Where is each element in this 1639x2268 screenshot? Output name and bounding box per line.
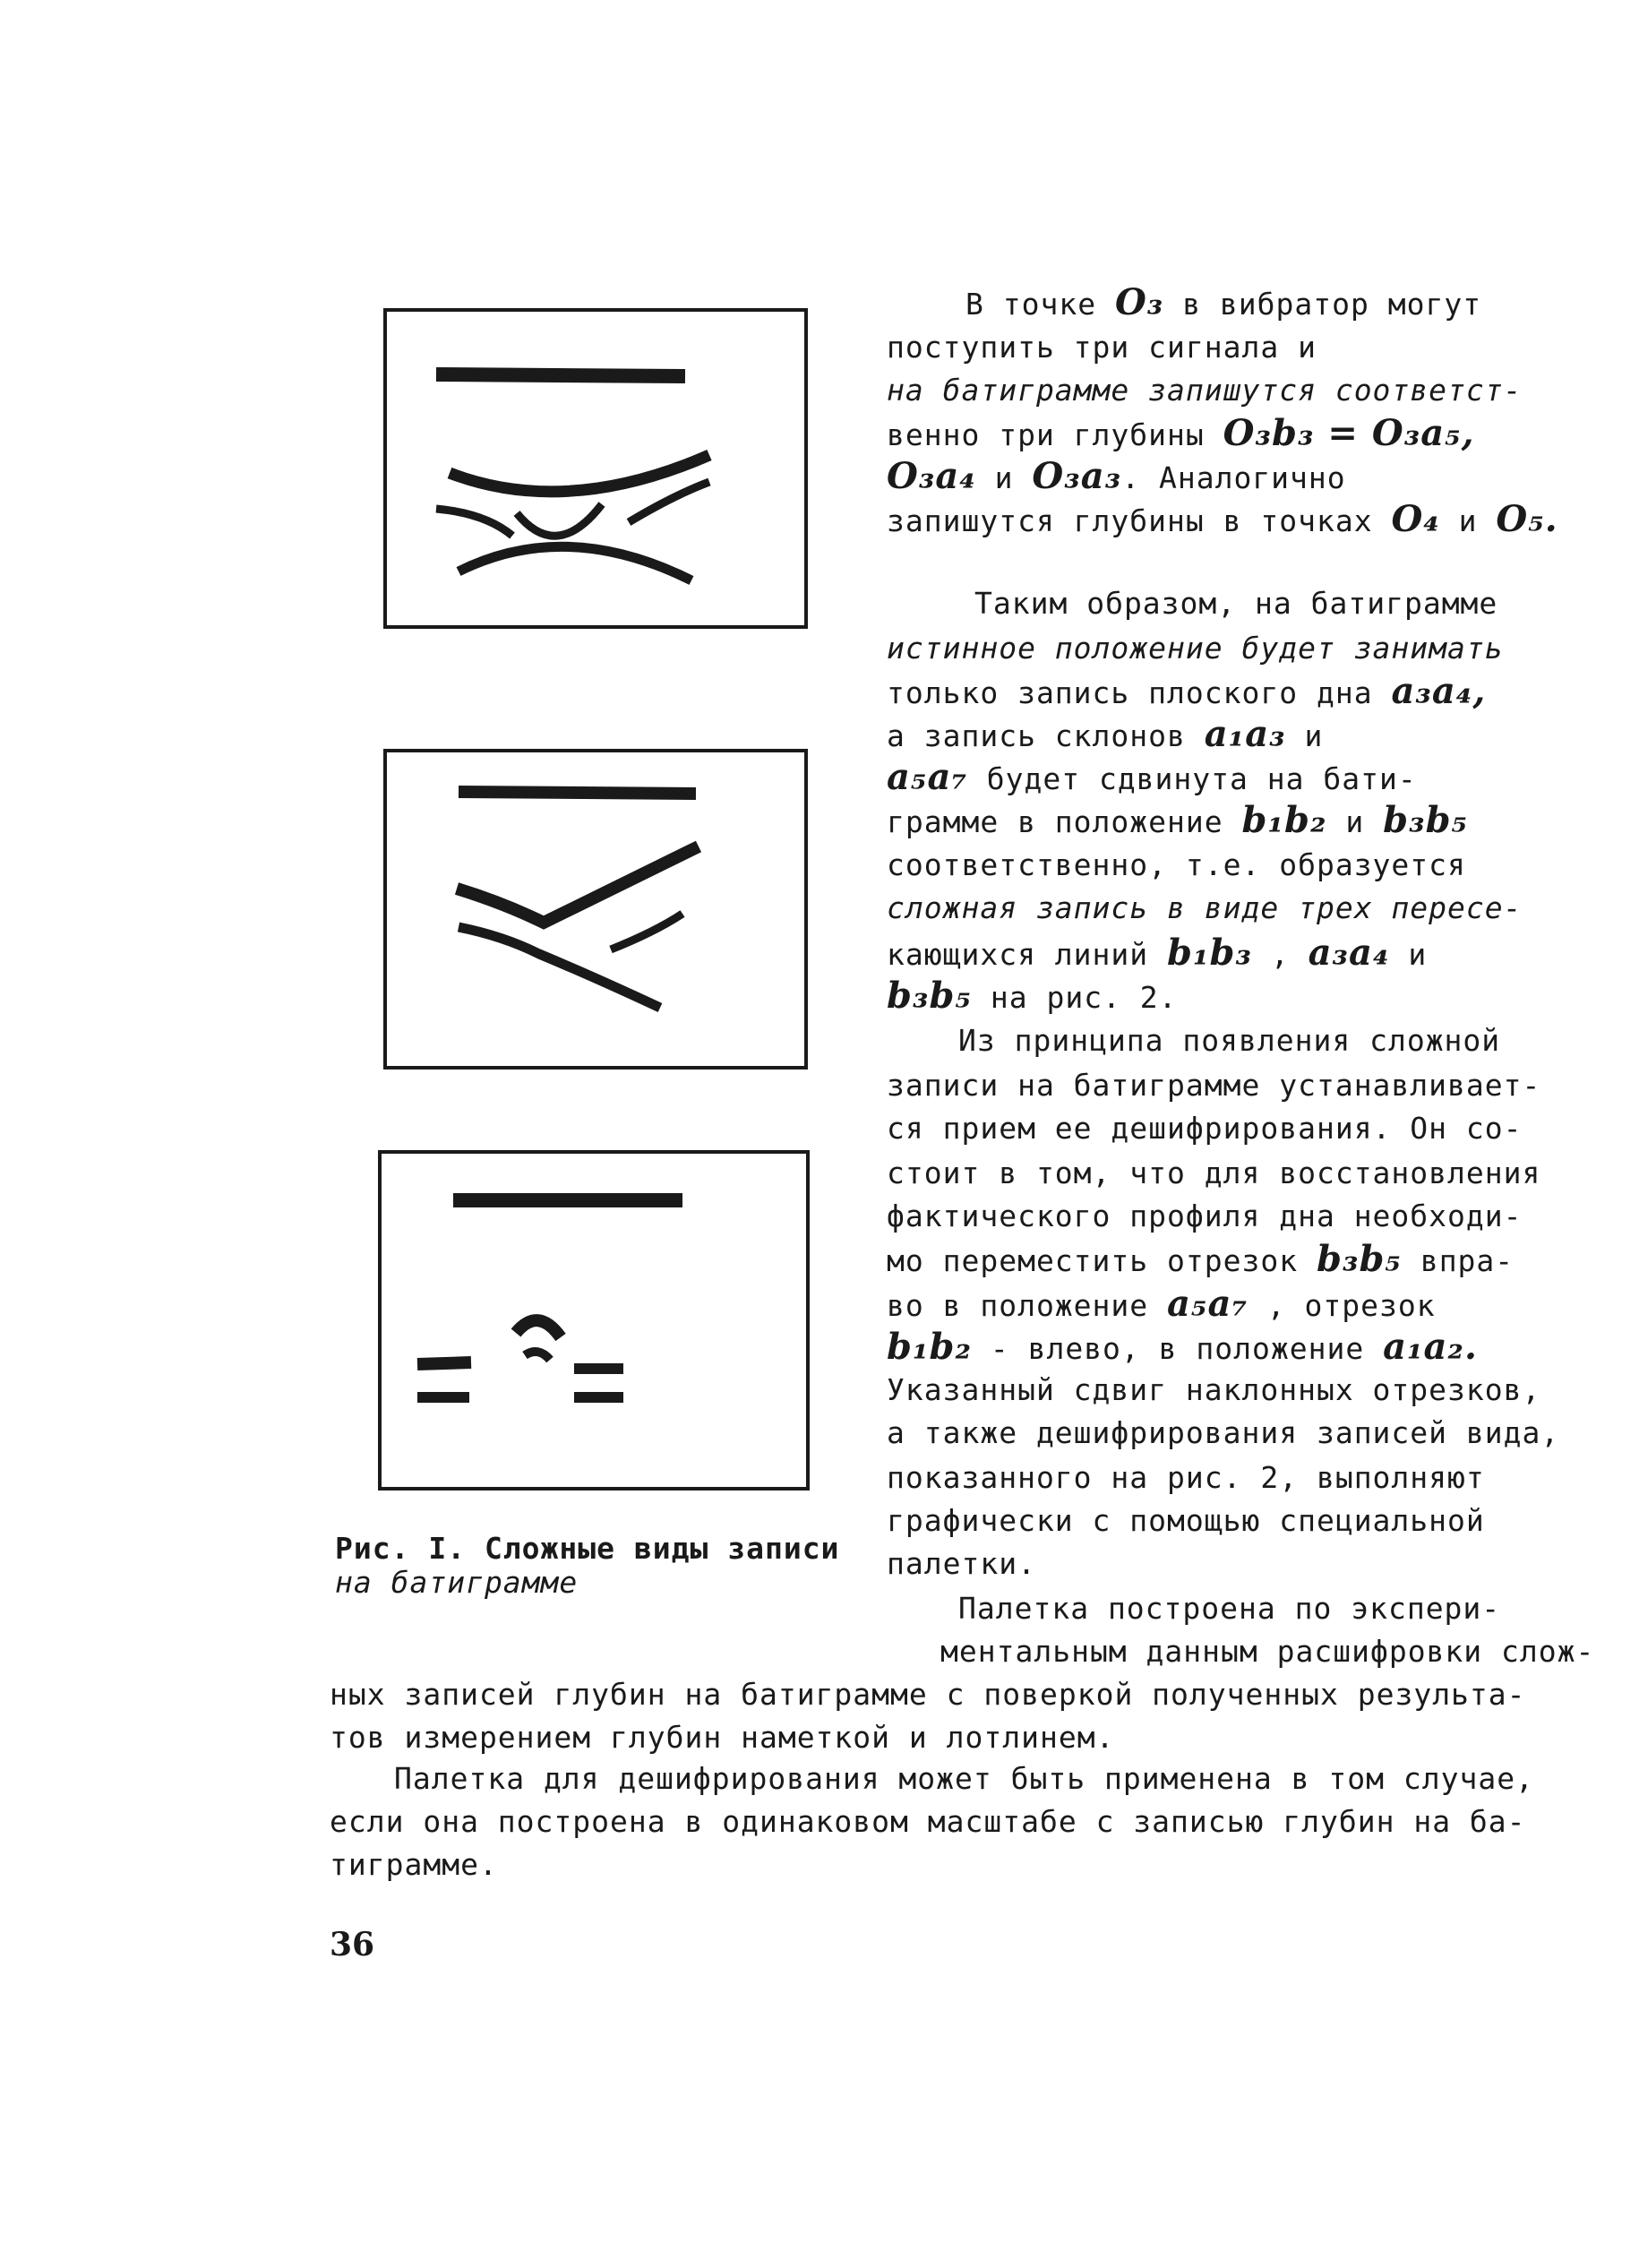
math-symbol: O₃a₃ <box>1032 455 1122 497</box>
figure-caption <box>335 1532 839 1600</box>
text-span: и <box>1326 804 1384 839</box>
text-span: на рис. 2. <box>971 980 1178 1015</box>
text-span: а запись склонов <box>887 718 1205 753</box>
text-span: - влево, в положение <box>971 1331 1384 1366</box>
full-width-line-1 <box>330 1673 1526 1716</box>
text-span: фактического профиля дна необходи- <box>887 1198 1523 1233</box>
right-column-line-4 <box>887 412 1475 457</box>
right-column-line-14 <box>887 887 1523 930</box>
math-symbol: O₃ <box>1114 281 1164 323</box>
math-symbol: b₁b₃ <box>1167 932 1252 974</box>
text-span: стоит в том, что для восстановления <box>887 1155 1541 1190</box>
right-column-line-8 <box>887 627 1504 670</box>
text-span: В точке <box>965 287 1115 322</box>
text-span: Указанный сдвиг наклонных отрезков, <box>887 1372 1541 1407</box>
text-span: графически с помощью специальной <box>887 1503 1485 1538</box>
text-span: соответственно, т.е. образуется <box>887 847 1466 882</box>
right-column-line-27 <box>887 1456 1485 1499</box>
text-span: ных записей глубин на батиграмме с поверкой полученных результа- <box>330 1677 1526 1712</box>
math-symbol: O₅. <box>1496 498 1558 540</box>
right-column-line-12 <box>887 799 1468 844</box>
right-column-line-24 <box>887 1326 1478 1370</box>
figure-1a-record <box>387 312 804 625</box>
text-span: в вибратор могут <box>1163 287 1482 322</box>
text-span: кающихся линий <box>887 937 1168 972</box>
right-column-line-15 <box>887 932 1427 976</box>
text-span: тов измерением глубин наметкой и лотлинем. <box>330 1720 1115 1755</box>
right-column-line-9 <box>887 670 1486 715</box>
text-span: и <box>975 460 1033 495</box>
text-span: палетки. <box>887 1546 1036 1581</box>
math-symbol: b₃b₅ <box>1316 1238 1402 1280</box>
text-span: и <box>1389 937 1428 972</box>
right-column-line-23 <box>887 1283 1436 1327</box>
text-span: грамме в положение <box>887 804 1242 839</box>
right-column-line-20 <box>887 1152 1540 1195</box>
text-span: ментальным данным расшифровки слож- <box>940 1634 1595 1669</box>
figure-1b <box>383 749 808 1070</box>
math-symbol: O₃b₃ = O₃a₅, <box>1223 412 1475 454</box>
full-width-line-5 <box>330 1843 498 1886</box>
text-span: . Аналогично <box>1121 460 1346 495</box>
right-column-line-16 <box>887 975 1178 1019</box>
text-span: венно три глубины <box>887 417 1223 452</box>
right-column-line-7 <box>974 582 1497 625</box>
text-span: Таким образом, на батиграмме <box>974 586 1498 621</box>
text-span: , отрезок <box>1248 1288 1436 1323</box>
right-column-line-31 <box>940 1630 1594 1673</box>
right-column-line-17 <box>958 1019 1500 1062</box>
math-symbol: a₃a₄ <box>1308 932 1390 974</box>
right-column-line-5 <box>887 455 1346 500</box>
text-span: поступить три сигнала и <box>887 330 1317 365</box>
math-symbol: a₁a₃ <box>1204 713 1286 755</box>
math-symbol: O₃a₄ <box>887 455 976 497</box>
full-width-line-2 <box>330 1716 1114 1759</box>
right-column-line-18 <box>887 1064 1540 1107</box>
right-column-line-1 <box>965 281 1481 326</box>
text-span: на батиграмме запишутся соответст- <box>887 373 1523 408</box>
text-span: только запись плоского дна <box>887 675 1392 710</box>
full-width-line-3 <box>394 1757 1534 1800</box>
math-symbol: a₅a₇ <box>887 756 968 798</box>
text-span: сложная запись в виде трех пересе- <box>887 890 1523 925</box>
text-span: мо переместить отрезок <box>887 1243 1317 1278</box>
math-symbol: b₃b₅ <box>887 975 972 1017</box>
text-span: Палетка построена по экспери- <box>958 1591 1501 1626</box>
math-symbol: b₁b₂ <box>1241 799 1327 841</box>
text-span: во в положение <box>887 1288 1168 1323</box>
figure-1c-record <box>382 1154 806 1487</box>
right-column-line-3 <box>887 369 1523 412</box>
right-column-line-28 <box>887 1499 1485 1542</box>
text-span: запишутся глубины в точках <box>887 503 1392 538</box>
math-symbol: b₃b₅ <box>1383 799 1469 841</box>
right-column-line-21 <box>887 1195 1523 1238</box>
text-span: , <box>1252 937 1309 972</box>
math-symbol: a₁a₂. <box>1383 1326 1478 1368</box>
right-column-line-22 <box>887 1238 1514 1283</box>
math-symbol: b₁b₂ <box>887 1326 972 1368</box>
right-column-line-25 <box>887 1369 1540 1412</box>
text-span: впра- <box>1401 1243 1515 1278</box>
math-symbol: O₄ <box>1391 498 1440 540</box>
full-width-line-4 <box>330 1800 1526 1843</box>
right-column-line-13 <box>887 844 1466 887</box>
right-column-line-19 <box>887 1107 1523 1150</box>
right-column-line-6 <box>887 498 1558 543</box>
right-column-line-26 <box>887 1412 1559 1455</box>
math-symbol: a₃a₄, <box>1391 670 1487 712</box>
right-column-line-30 <box>958 1587 1500 1630</box>
figure-1a <box>383 308 808 629</box>
text-span: Из принципа появления сложной <box>958 1023 1501 1058</box>
caption-line-1: Рис. I. Сложные виды записи <box>335 1531 840 1566</box>
figure-1b-record <box>387 752 804 1066</box>
right-column-line-29 <box>887 1542 1036 1585</box>
text-span: записи на батиграмме устанавливает- <box>887 1068 1541 1103</box>
figure-1c <box>378 1150 810 1491</box>
text-span: если она построена в одинаковом масштабе с записью глубин на ба- <box>330 1804 1526 1839</box>
caption-line-2: на батиграмме <box>335 1565 579 1600</box>
text-span: истинное положение будет занимать <box>887 631 1504 666</box>
page-number: 36 <box>330 1926 375 1963</box>
right-column-line-10 <box>887 713 1323 758</box>
text-span: и <box>1285 718 1324 753</box>
text-span: и <box>1439 503 1497 538</box>
right-column-line-11 <box>887 756 1417 801</box>
text-span: будет сдвинута на бати- <box>967 761 1417 796</box>
text-span: тиграмме. <box>330 1847 498 1882</box>
right-column-line-2 <box>887 326 1317 369</box>
text-span: ся прием ее дешифрирования. Он со- <box>887 1111 1523 1146</box>
math-symbol: a₅a₇ <box>1167 1283 1249 1325</box>
text-span: показанного на рис. 2, выполняют <box>887 1460 1485 1495</box>
text-span: Палетка для дешифрирования может быть применена в том случае, <box>394 1761 1534 1796</box>
text-span: а также дешифрирования записей вида, <box>887 1415 1560 1450</box>
